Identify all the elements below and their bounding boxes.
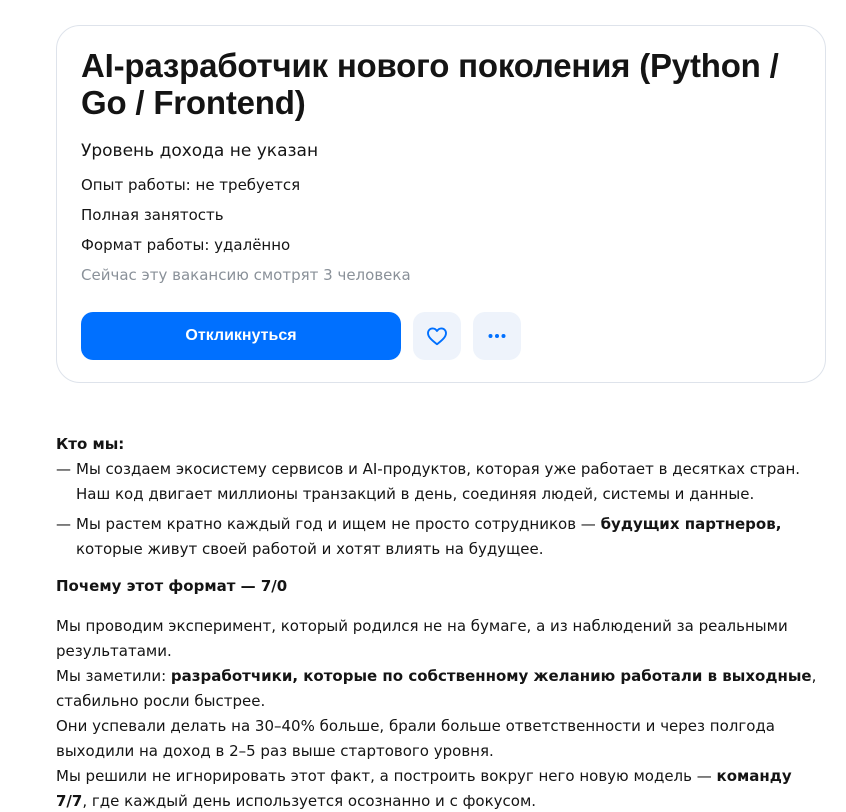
vacancy-card [56, 25, 826, 383]
more-button[interactable] [473, 312, 521, 360]
list-item: — Мы растем кратно каждый год и ищем не просто сотрудников — будущих партнеров, которые живут своей работой и хотят влиять на будущее. [56, 512, 826, 562]
paragraph: Мы решили не игнорировать этот факт, а построить вокруг него новую модель — команду 7/7, где каждый день используется осознанно и с фокусом. [56, 767, 792, 810]
respond-button[interactable] [81, 312, 401, 360]
favorite-button[interactable] [413, 312, 461, 360]
why-format-heading: Почему этот формат — 7/0 [56, 577, 288, 595]
who-we-are-list [56, 457, 826, 562]
who-we-are-heading: Кто мы: [56, 435, 125, 453]
list-item: — Мы создаем экосистему сервисов и AI-продуктов, которая уже работает в десятках стран. Наш код двигает миллионы транзакций в день, соединяя людей, системы и данные. [56, 457, 826, 507]
more-dots-icon [485, 324, 509, 348]
experience-info: Опыт работы: не требуется [81, 176, 301, 194]
vacancy-title: AI-разработчик нового поколения (Python / Go / Frontend) [81, 47, 779, 121]
bold-text: будущих партнеров, [600, 515, 782, 533]
salary-info: Уровень дохода не указан [81, 141, 319, 161]
paragraph: Мы заметили: разработчики, которые по собственному желанию работали в выходные, стабильно росли быстрее. [56, 667, 817, 710]
vacancy-description [56, 432, 826, 812]
bold-text: разработчики, которые по собственному желанию работали в выходные [170, 667, 812, 685]
heart-icon [425, 324, 449, 348]
work-format-info: Формат работы: удалённо [81, 236, 291, 254]
viewers-count: Сейчас эту вакансию смотрят 3 человека [81, 266, 411, 284]
paragraph: Мы проводим эксперимент, который родился не на бумаге, а из наблюдений за реальными результатами. [56, 617, 788, 660]
bold-text: команду 7/7 [56, 767, 792, 810]
paragraph: Они успевали делать на 30–40% больше, брали больше ответственности и через полгода выходили на доход в 2–5 раз выше стартового уровня. [56, 717, 775, 760]
respond-button-label: Откликнуться [185, 327, 297, 344]
employment-info: Полная занятость [81, 206, 224, 224]
